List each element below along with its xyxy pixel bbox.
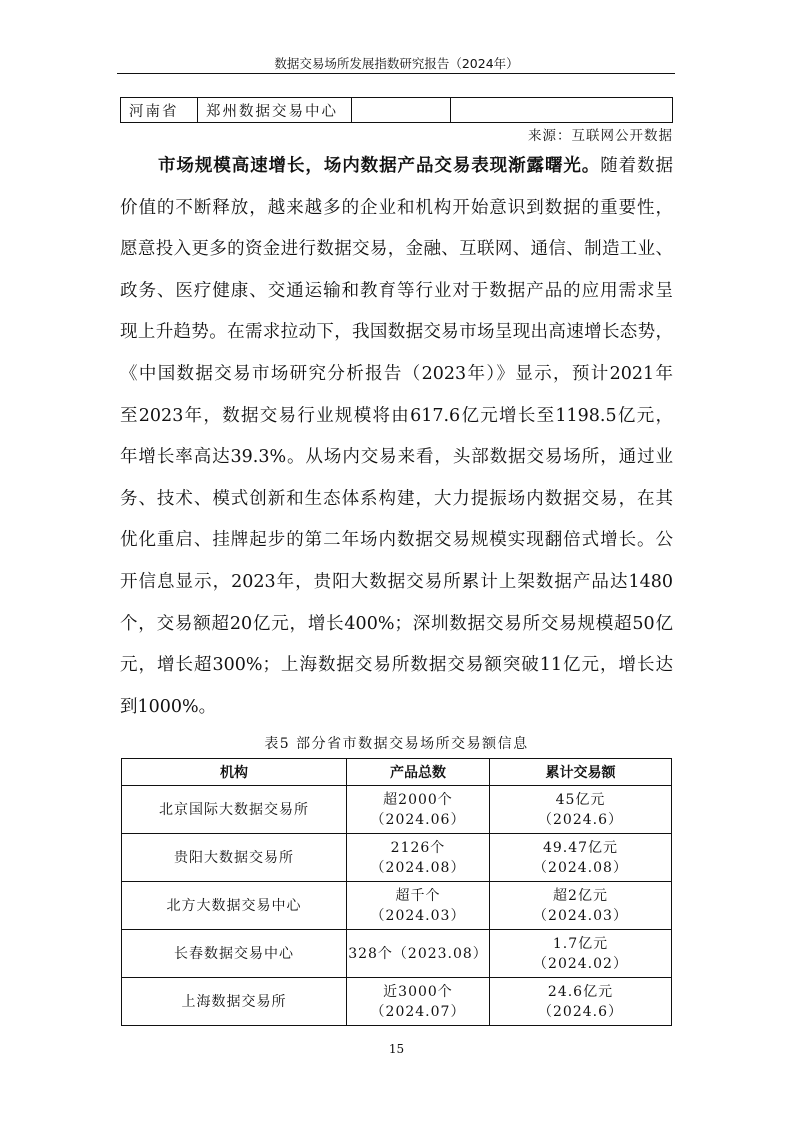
table-cell: [122, 930, 347, 978]
body-paragraph: [120, 150, 673, 732]
table-row: [122, 882, 672, 930]
cell-text: （2024.03）: [533, 907, 628, 924]
table-cell: [490, 978, 672, 1026]
table-cell: [122, 978, 347, 1026]
cell-text: 北方大数据交易中心: [166, 897, 302, 914]
table-row: [121, 98, 673, 123]
paragraph-line: 价值的不断释放，越来越多的企业和机构开始意识到数据的重要性，: [120, 197, 673, 218]
paragraph-line: 至2023年，数据交易行业规模将由617.6亿元增长至1198.5亿元，: [120, 405, 673, 426]
cell-text: 328个（2023.08）: [348, 945, 488, 962]
paragraph-line: 《中国数据交易市场研究分析报告（2023年）》显示，预计2021年: [120, 363, 673, 384]
table-cell: [451, 98, 673, 123]
paragraph-line: 务、技术、模式创新和生态体系构建，大力提振场内数据交易，在其: [120, 488, 673, 509]
cell-text: （2024.6）: [538, 811, 623, 828]
cell-text: 贵阳大数据交易所: [174, 849, 294, 866]
cell-text: 北京国际大数据交易所: [159, 801, 309, 818]
table-cell: [347, 834, 490, 882]
paragraph-line: 个，交易额超20亿元，增长400%；深圳数据交易所交易规模超50亿: [120, 613, 673, 634]
table-row: [122, 978, 672, 1026]
paragraph-line: 优化重启、挂牌起步的第二年场内数据交易规模实现翻倍式增长。公: [120, 530, 673, 551]
paragraph-line: 政务、医疗健康、交通运输和教育等行业对于数据产品的应用需求呈: [120, 280, 673, 301]
table-cell: [122, 882, 347, 930]
paragraph-line: [120, 150, 673, 192]
running-header: 数据交易场所发展指数研究报告（2024年）: [274, 56, 519, 71]
table-row: [122, 834, 672, 882]
paragraph-line: 开信息显示，2023年，贵阳大数据交易所累计上架数据产品达1480: [120, 571, 673, 592]
table-cell: [347, 882, 490, 930]
table-row: [122, 930, 672, 978]
cell-text: 超2亿元: [553, 887, 608, 904]
cell-text: （2024.07）: [370, 1003, 466, 1020]
table-cell: [347, 978, 490, 1026]
cell-text: 45亿元: [555, 791, 606, 808]
line-text: 随着数据: [600, 156, 674, 176]
paragraph-line: 愿意投入更多的资金进行数据交易，金融、互联网、通信、制造工业、: [120, 239, 673, 260]
table-caption: 表5 部分省市数据交易场所交易额信息: [264, 736, 529, 752]
exchange-table: [121, 758, 672, 1026]
page-number: 15: [388, 1042, 405, 1056]
cell-text: 上海数据交易所: [181, 993, 287, 1010]
source-note: 来源：互联网公开数据: [528, 128, 673, 144]
cell-text: （2024.08）: [533, 859, 628, 876]
cell-text: 49.47亿元: [542, 839, 619, 856]
table-cell: [347, 786, 490, 834]
cell-text: 超2000个: [383, 791, 453, 808]
header-rule: [117, 73, 675, 74]
table-header-row: [122, 759, 672, 786]
cell-text: 1.7亿元: [552, 935, 609, 952]
header-cell: 产品总数: [347, 759, 490, 786]
table-cell: [490, 786, 672, 834]
cell-text: （2024.08）: [370, 859, 466, 876]
continued-table: [120, 97, 673, 123]
table-cell: 郑州数据交易中心: [198, 98, 352, 123]
table-cell: [490, 834, 672, 882]
paragraph-line: 到1000%。: [120, 696, 217, 717]
cell-text: （2024.02）: [533, 955, 628, 972]
cell-text: 近3000个: [383, 983, 453, 1000]
header-cell: 累计交易额: [490, 759, 672, 786]
table-row: [122, 786, 672, 834]
cell-text: （2024.06）: [370, 811, 466, 828]
bold-lead: 市场规模高速增长，场内数据产品交易表现渐露曙光。: [158, 156, 601, 176]
table-cell: [122, 786, 347, 834]
paragraph-line: 现上升趋势。在需求拉动下，我国数据交易市场呈现出高速增长态势，: [120, 322, 673, 343]
table-cell: [352, 98, 451, 123]
cell-text: 24.6亿元: [547, 983, 614, 1000]
cell-text: （2024.03）: [370, 907, 466, 924]
table-cell: [490, 930, 672, 978]
table-cell: [490, 882, 672, 930]
cell-text: （2024.6）: [538, 1003, 623, 1020]
paragraph-line: 年增长率高达39.3%。从场内交易来看，头部数据交易场所，通过业: [120, 447, 673, 468]
cell-text: 超千个: [395, 887, 441, 904]
cell-text: 长春数据交易中心: [174, 945, 294, 962]
table-cell: [122, 834, 347, 882]
paragraph-line: 元，增长超300%；上海数据交易所数据交易额突破11亿元，增长达: [120, 655, 673, 676]
table-cell: 河南省: [121, 98, 198, 123]
cell-text: 2126个: [390, 839, 446, 856]
table-cell: [347, 930, 490, 978]
header-cell: 机构: [122, 759, 347, 786]
